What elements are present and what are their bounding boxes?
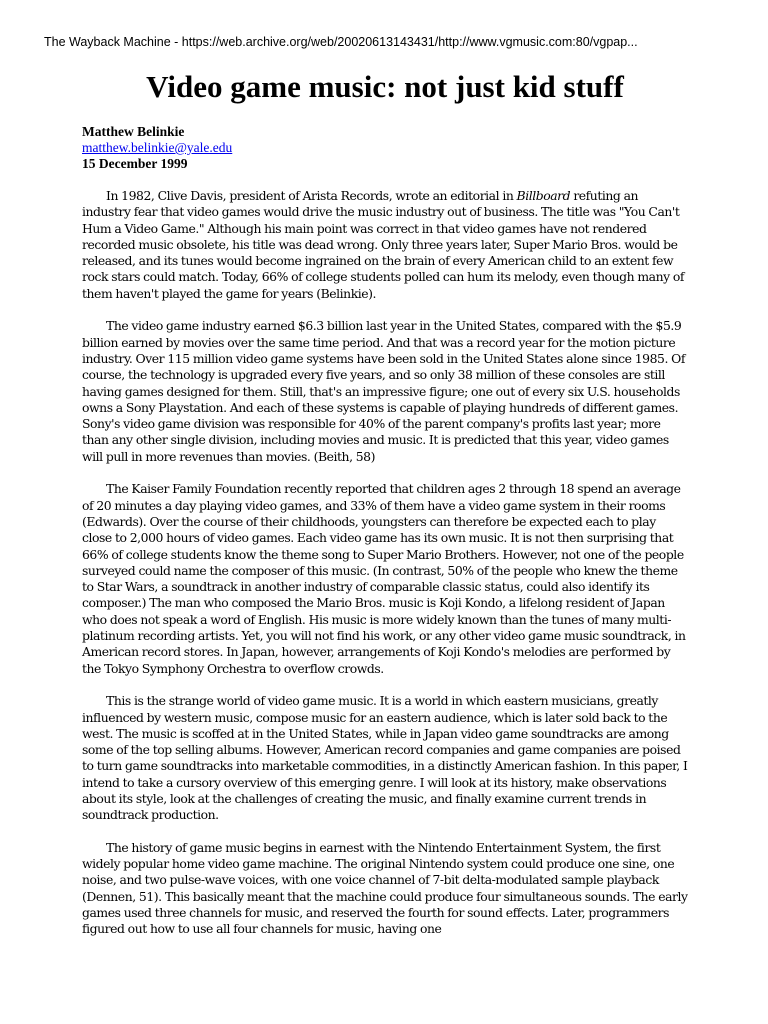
- paragraph-4: This is the strange world of video game music. It is a world in which eastern musicians, greatly influenced by western music, compose music for an eastern audience, which is later sold back to the west. The music is scoffed at in the United States, while in Japan video game soundtracks are among some of the top selling albums. However, American record companies and game companies are poised to turn game soundtracks into marketable commodities, in a distinctly American fashion. In this paper, I intend to take a cursory overview of this emerging genre. I will look at its history, make observations about its style, look at the challenges of creating the music, and finally examine current trends in soundtrack production.: [82, 693, 688, 823]
- article-body: [82, 188, 688, 938]
- wayback-header: [0, 0, 768, 52]
- paragraph-1: [82, 188, 688, 302]
- article: [82, 64, 688, 954]
- paragraph-5: The history of game music begins in earnest with the Nintendo Entertainment System, the first widely popular home video game machine. The original Nintendo system could produce one sine, one noise, and two pulse-wave voices, with one voice channel of 7-bit delta-modulated sample playback (Dennen, 51). This basically meant that the machine could produce four simultaneous sounds. The early games used three channels for music, and reserved the fourth for sound effects. Later, programmers figured out how to use all four channels for music, having one: [82, 839, 688, 937]
- paragraph-1-part-b: refuting an industry fear that video games would drive the music industry out of business. The title was "You Can't Hum a Video Game." Although his main point was correct in that video games have not rendered recorded music obsolete, his title was dead wrong. Only three years later, Super Mario Bros. would be released, and its tunes would become ingrained on the brain of every American child to an extent few rock stars could match. Today, 66% of college students polled can hum its melody, even though many of them haven't played the game for years (Belinkie).: [82, 188, 685, 301]
- byline: [82, 124, 688, 172]
- paragraph-3: The Kaiser Family Foundation recently reported that children ages 2 through 18 spend an average of 20 minutes a day playing video games, and 33% of them have a video game system in their rooms (Edwards). Over the course of their childhoods, youngsters can therefore be expected each to play close to 2,000 hours of video games. Each video game has its own music. It is not then surprising that 66% of college students know the theme song to Super Mario Brothers. However, not one of the people surveyed could name the composer of this music. (In contrast, 50% of the people who knew the theme to Star Wars, a soundtrack in another industry of comparable classic status, could also identify its composer.) The man who composed the Mario Bros. music is Koji Kondo, a lifelong resident of Japan who does not speak a word of English. His music is more widely known than the tunes of many multi-platinum recording artists. Yet, you will not find his work, or any other video game music soundtrack, in American record stores. In Japan, however, arrangements of Koji Kondo's melodies are performed by the Tokyo Symphony Orchestra to overflow crowds.: [82, 481, 686, 676]
- billboard-italic: Billboard: [516, 188, 571, 203]
- author-name: Matthew Belinkie: [82, 124, 185, 139]
- publication-date: 15 December 1999: [82, 156, 188, 171]
- author-email-link[interactable]: matthew.belinkie@yale.edu: [82, 140, 233, 155]
- article-title: Video game music: not just kid stuff: [146, 69, 624, 104]
- paragraph-2: The video game industry earned $6.3 billion last year in the United States, compared with the $5.9 billion earned by movies over the same time period. And that was a record year for the motion picture industry. Over 115 million video game systems have been sold in the United States alone since 1985. Of course, the technology is upgraded every five years, and so only 38 million of these consoles are still having games designed for them. Still, that's an impressive figure; one out of every six U.S. households owns a Sony Playstation. And each of these systems is capable of playing hundreds of different games. Sony's video game division was responsible for 40% of the parent company's profits last year; more than any other single division, including movies and music. It is predicted that this year, video games will pull in more revenues than movies. (Beith, 58): [82, 318, 685, 464]
- paragraph-1-part-a: In 1982, Clive Davis, president of Arista Records, wrote an editorial in: [106, 188, 517, 203]
- wayback-header-text: The Wayback Machine - https://web.archive.org/web/20020613143431/http://www.vgmusic.com:80/vgpap...: [44, 35, 638, 49]
